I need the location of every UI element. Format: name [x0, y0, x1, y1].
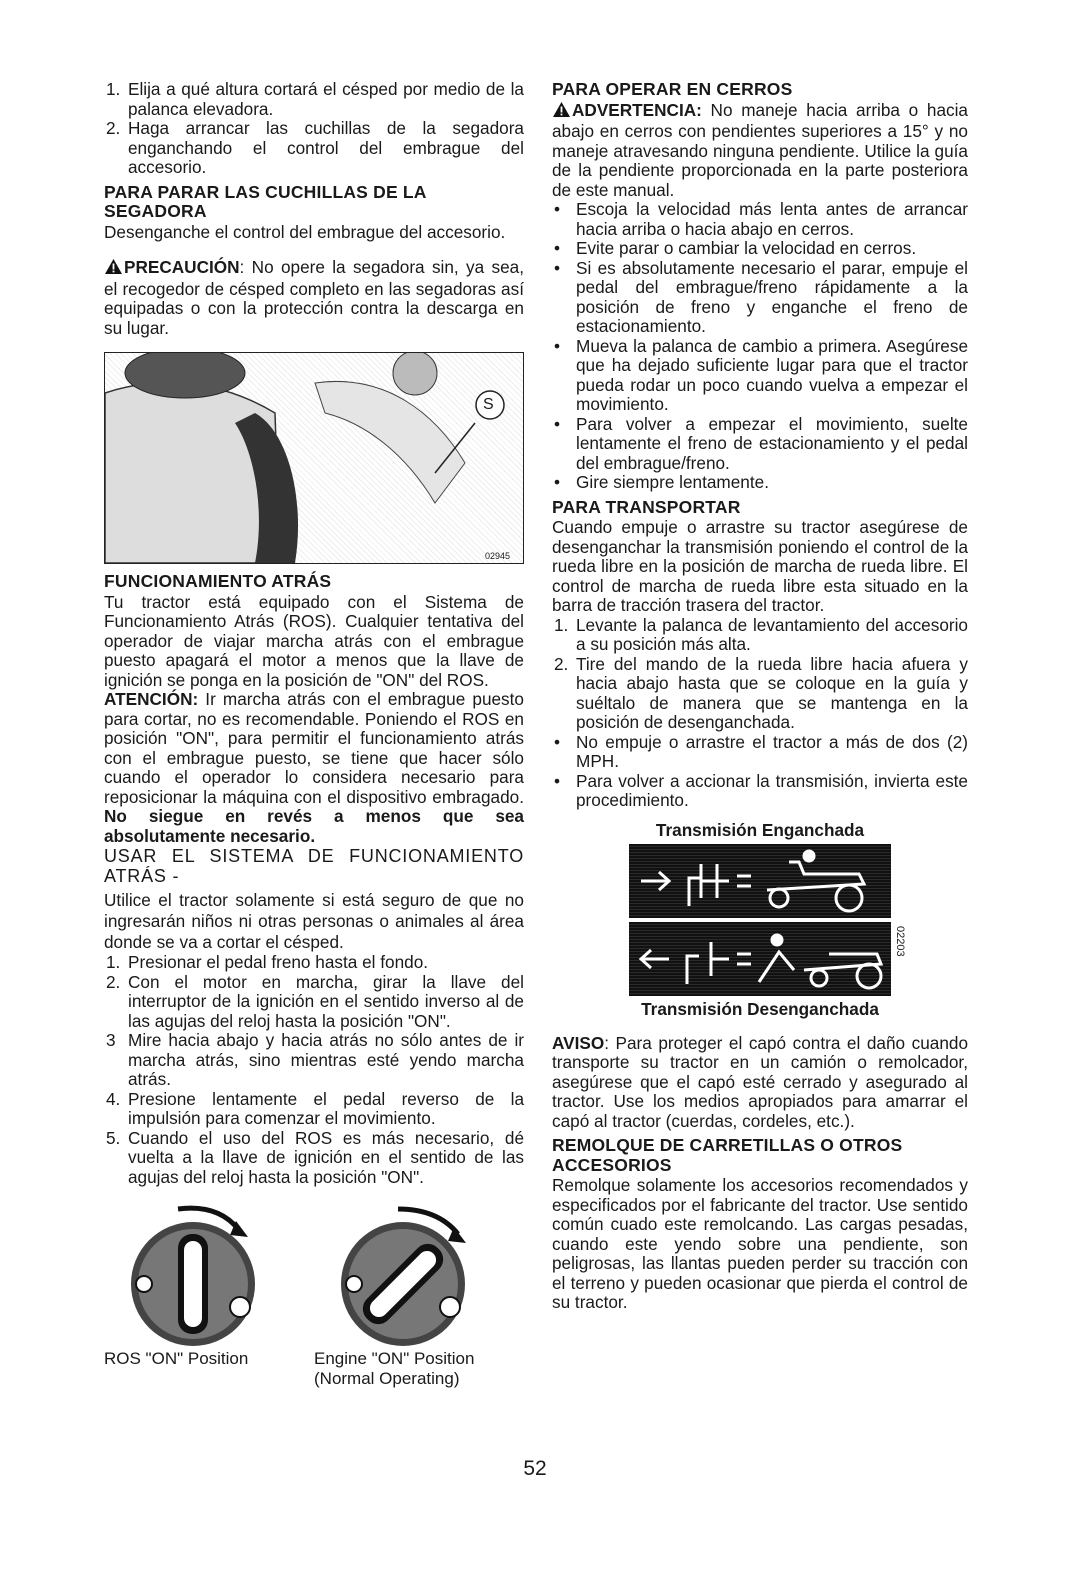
towing-text: Remolque solamente los accesorios recomendados y especificados por el fabricante del tractor. Use sentido común cuado este remolcando. Las cargas pesadas, cuando este yendo sobre una pendiente, son peligrosas, las llantas pueden perder su tracción con el terreno y pueden ocasionar que pierda el control de su tractor.	[552, 1175, 968, 1312]
list-item: 3 Mire hacia abajo y hacia atrás no sólo antes de ir marcha atrás, sino mientras esté yendo marcha atrás.	[106, 1030, 524, 1089]
engine-knob-figure	[314, 1199, 524, 1388]
reverse-text: Tu tractor está equipado con el Sistema de Funcionamiento Atrás (ROS). Cualquier tentativa del operador de viajar marcha atrás con el embrague puesto apagará el motor a menos que la llave de ignición se ponga en la posición de "ON" del ROS.	[104, 591, 524, 690]
mower-figure	[104, 352, 524, 564]
left-column	[104, 80, 524, 1388]
warning-triangle-icon	[104, 258, 123, 280]
list-item: • Mueva la palanca de cambio a primera. Asegúrese que ha dejado suficiente lugar para que el tractor pueda rodar un poco cuando vuelva a empezar el movimiento.	[554, 335, 968, 414]
notice-paragraph: AVISO: Para proteger el capó contra el daño cuando transporte su tractor en un camión o remolcador, asegúrese que el capó esté cerrado y asegurado al tractor. Use los medios apropiados para amarrar el capó al tractor (cuerdas, cordeles, etc.).	[552, 1032, 968, 1131]
ros-knob-figure	[104, 1199, 304, 1388]
list-item: • Evite parar o cambiar la velocidad en cerros.	[554, 238, 917, 258]
caution-paragraph: PRECAUCIÓN: No opere la segadora sin, ya sea, el recogedor de césped completo en las segadoras así equipadas o con la protección contra la descarga en su lugar.	[104, 257, 524, 338]
use-ros-heading: USAR EL SISTEMA DE FUNCIONAMIENTO ATRÁS -	[104, 846, 524, 886]
ignition-knobs	[104, 1199, 524, 1388]
towing-heading: REMOLQUE DE CARRETILLAS O OTROS ACCESORIOS	[552, 1135, 903, 1175]
engaged-decal-icon	[629, 844, 891, 918]
warning-triangle-icon	[552, 101, 571, 123]
list-item: 1. Presionar el pedal freno hasta el fondo.	[106, 952, 429, 972]
page-number: 52	[523, 1457, 547, 1480]
warning-paragraph: ADVERTENCIA: No maneje hacia arriba o hacia abajo en cerros con pendientes superiores a 15° y no maneje atravesando ninguna pendiente. Utilice la guía de la pendiente proporcionada en la parte posteriora de este manual.	[552, 99, 968, 200]
right-column	[552, 80, 968, 1313]
list-item: 2. Con el motor en marcha, girar la llave del interruptor de la ignición en el sentido inverso al de las agujas del reloj hasta la posición "ON".	[106, 971, 524, 1031]
attention-paragraph: ATENCIÓN: Ir marcha atrás con el embrague puesto para cortar, no es recomendable. Poniendo el ROS en posición "ON", para permitir el funcionamiento atrás con el embrague puesto, se tiene que hacer sólo cuando el operador lo considera necesario para reposicionar la máquina con el dispositivo embragado. No siegue en revés a menos que sea absolutamente necesario.	[104, 689, 524, 846]
list-item: • No empuje o arrastre el tractor a más de dos (2) MPH.	[554, 731, 968, 771]
ignition-key-engine-icon	[328, 1199, 478, 1349]
engaged-caption: Transmisión Enganchada	[655, 819, 865, 840]
list-item: 1. Elija a qué altura cortará el césped por medio de la palanca elevadora.	[106, 79, 524, 119]
figure-callout-label: S	[483, 396, 494, 413]
use-ros-text: Utilice el tractor solamente si está seguro de que no ingresarán niños ni otras personas o animales al área donde se va a cortar el césped.	[104, 890, 524, 952]
transport-text: Cuando empuje o arrastre su tractor asegúrese de desenganchar la transmisión poniendo el control de la rueda libre en la posición de marcha de rueda libre. El control de marcha de rueda libre esta situado en la barra de tracción trasera del tractor.	[552, 517, 968, 615]
list-item: 4. Presione lentamente el pedal reverso de la impulsión para comenzar el movimiento.	[106, 1088, 524, 1128]
transmission-disengaged-decal	[629, 922, 906, 996]
transport-heading: PARA TRANSPORTAR	[552, 496, 741, 517]
slope-bullets	[552, 200, 968, 493]
list-item: 2. Haga arrancar las cuchillas de la segadora enganchando el control del embrague del accesorio.	[106, 118, 524, 177]
transport-steps	[552, 616, 968, 733]
engine-caption-2: (Normal Operating)	[314, 1368, 460, 1388]
decal-code: 02203	[894, 926, 906, 957]
slopes-heading: PARA OPERAR EN CERROS	[552, 79, 793, 99]
list-item: 2. Tire del mando de la rueda libre hacia afuera y hacia abajo hasta que se coloque en la guía y suéltalo de manera que se mantenga en la posición de desenganchada.	[554, 653, 968, 732]
stop-blades-text: Desenganche el control del embrague del accesorio.	[104, 221, 506, 242]
ros-caption: ROS "ON" Position	[104, 1349, 249, 1368]
list-item: • Para volver a empezar el movimiento, suelte lentamente el freno de estacionamiento y el pedal del embrague/freno.	[554, 413, 968, 473]
list-item: • Escoja la velocidad más lenta antes de arrancar hacia arriba o hacia abajo en cerros.	[554, 199, 968, 239]
list-item: • Para volver a accionar la transmisión, invierta este procedimiento.	[554, 770, 968, 810]
use-ros-steps	[104, 953, 524, 1187]
list-item: 1. Levante la palanca de levantamiento del accesorio a su posición más alta.	[554, 614, 968, 654]
figure-code: 02945	[485, 551, 511, 561]
transmission-engaged-decal	[629, 844, 891, 918]
transport-bullets	[552, 733, 968, 811]
disengaged-caption: Transmisión Desenganchada	[641, 999, 879, 1019]
ignition-key-ros-icon	[118, 1199, 268, 1349]
list-item: • Gire siempre lentamente.	[554, 472, 769, 492]
intro-steps	[104, 80, 524, 178]
engine-caption-1: Engine "ON" Position	[314, 1349, 475, 1368]
mower-illustration	[105, 353, 523, 563]
list-item: • Si es absolutamente necesario el parar, empuje el pedal del embrague/freno rápidamente a la posición de freno y enganche el freno de estacionamiento.	[554, 257, 968, 336]
disengaged-decal-icon	[629, 922, 891, 996]
stop-blades-heading: PARA PARAR LAS CUCHILLAS DE LA SEGADORA	[104, 181, 426, 221]
reverse-heading: FUNCIONAMIENTO ATRÁS	[104, 571, 332, 591]
list-item: 5. Cuando el uso del ROS es más necesario, dé vuelta a la llave de ignición en el sentido de las agujas del reloj hasta la posición "ON".	[106, 1127, 524, 1187]
